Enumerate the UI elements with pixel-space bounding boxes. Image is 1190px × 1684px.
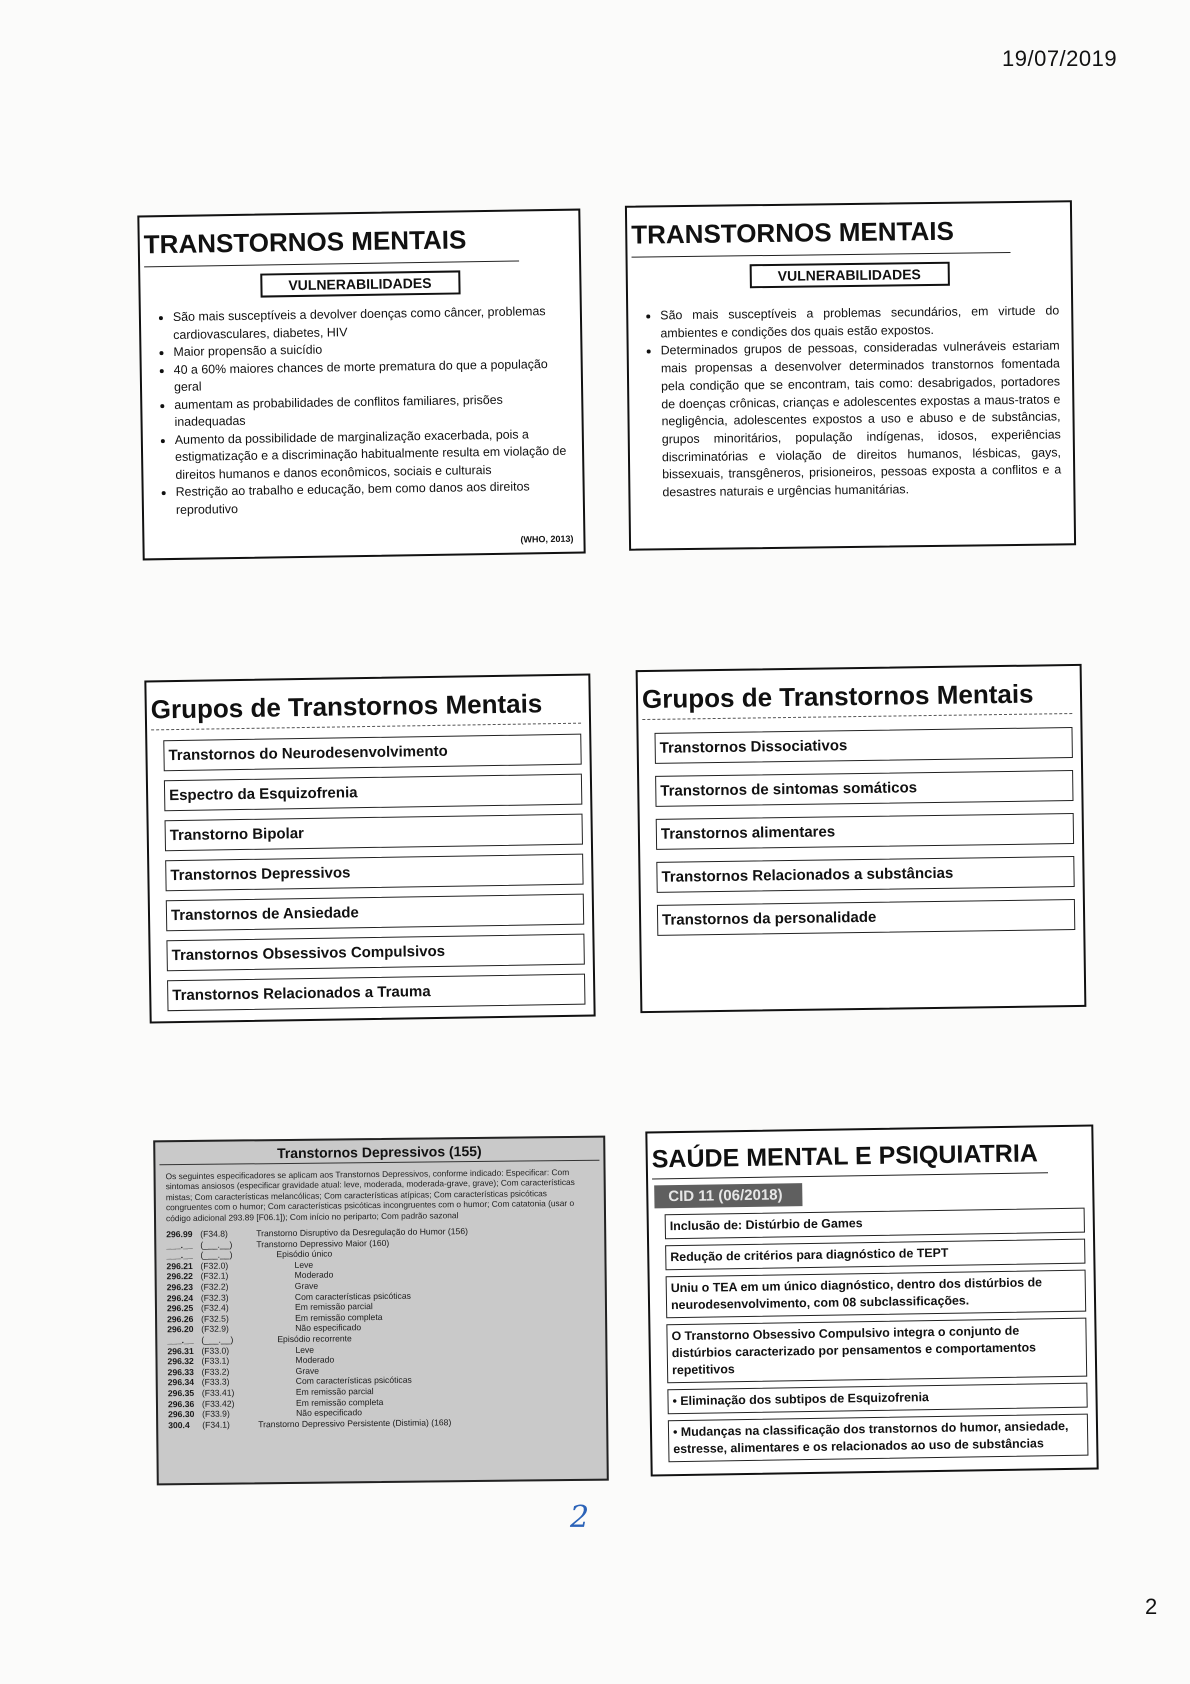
title-divider: [144, 261, 519, 268]
dsm-code-cell: 300.4: [168, 1419, 190, 1430]
diagnosis-cell: Leve: [295, 1344, 315, 1355]
icd-code-cell: (F33.9): [202, 1408, 230, 1420]
slide-grupos-2: [636, 664, 1087, 1013]
diagnosis-cell: Em remissão completa: [295, 1396, 384, 1408]
handwritten-mark: 2: [570, 1500, 590, 1535]
icd-code-cell: (F33.1): [201, 1355, 230, 1367]
diagnosis-cell: Leve: [294, 1259, 314, 1270]
bullet-item: • Restrição ao trabalho e educação, bem como danos aos direitos reprodutivo: [176, 478, 572, 519]
bullet-item: • Aumento da possibilidade de marginalização exacerbada, pois a estigmatização e a discriminação habitualmente resulta em violação de direitos humanos e danos econômicos, sociais e culturais: [175, 425, 571, 484]
cid-change-item: O Transtorno Obsessivo Compulsivo integra o conjunto de distúrbios caracterizado por pensamentos e comportamentos repetitivos: [666, 1318, 1087, 1384]
icd-code-cell: (F33.0): [201, 1345, 230, 1356]
dsm-code-cell: 296.26: [167, 1313, 194, 1325]
group-item: Transtornos Dissociativos: [655, 727, 1073, 764]
group-item: Transtornos de sintomas somáticos: [655, 770, 1073, 807]
slide-title: Grupos de Transtornos Mentais: [641, 678, 1034, 715]
diagnosis-cell: Transtorno Depressivo Maior (160): [256, 1237, 390, 1249]
icd-code-cell: (F32.1): [200, 1271, 229, 1282]
page-number: 2: [1145, 1594, 1158, 1619]
icd-code-cell: (F32.2): [200, 1281, 229, 1292]
diagnosis-cell: Episódio recorrente: [277, 1333, 352, 1345]
diagnosis-cell: Em remissão parcial: [294, 1301, 373, 1313]
citation: (WHO, 2013): [520, 533, 574, 545]
diagnosis-cell: Episódio único: [276, 1248, 333, 1260]
group-item: Transtornos da personalidade: [657, 899, 1075, 936]
slide-grupos-1: [144, 674, 595, 1024]
diagnosis-cell: Em remissão completa: [295, 1311, 383, 1323]
group-item: Transtornos do Neurodesenvolvimento: [163, 734, 581, 772]
diagnosis-cell: Em remissão parcial: [295, 1386, 374, 1397]
slide-title: TRANSTORNOS MENTAIS: [631, 215, 955, 250]
bullet-item: • São mais susceptíveis a problemas secundários, em virtude do ambientes e condições dos quais estão expostos.: [660, 302, 1059, 342]
icd-code-cell: (___.__): [201, 1334, 234, 1345]
group-item: Espectro da Esquizofrenia: [164, 774, 582, 812]
dsm-code-cell: ___.__: [167, 1334, 194, 1346]
slide-vulnerabilidades-1: [137, 209, 585, 561]
cid-change-item: Inclusão de: Distúrbio de Games: [665, 1208, 1085, 1240]
diagnosis-cell: Com características psicóticas: [295, 1375, 412, 1387]
slide-title: Transtornos Depressivos (155): [276, 1142, 482, 1162]
diagnosis-cell: Transtorno Depressivo Persistente (Distimia) (168): [258, 1416, 452, 1430]
dsm-code-cell: 296.30: [168, 1409, 195, 1420]
dsm-code-cell: 296.21: [166, 1260, 193, 1272]
group-item: Transtornos Depressivos: [165, 854, 583, 892]
bullet-item: • Maior propensão a suicídio: [173, 338, 568, 362]
diagnosis-cell: Não especificado: [295, 1322, 362, 1334]
dsm-code-cell: 296.33: [167, 1366, 194, 1377]
slide-title: Grupos de Transtornos Mentais: [150, 688, 543, 725]
group-item: Transtornos de Ansiedade: [166, 894, 584, 932]
bullet-item: • Determinados grupos de pessoas, consideradas vulneráveis estariam mais propensas a desenvolver determinados transtornos fomentada pela condição que se encontram, tais como: desabrigados, portadores de doenças crônicas, crianças e adolescentes expostas a maus-tratos e negligência, adolescentes expostos a uso e abuso e de substâncias, grupos minoritários, população indígenas, idosos, experiências discriminatórias e violação de direitos humanos, lésbicas, gays, bissexuais, transgêneros, prisioneiros, pessoas exposta a conflitos e a desastres naturais e urgências humanitárias.: [661, 338, 1062, 502]
dsm-code-cell: ___.__: [166, 1239, 193, 1250]
dsm-code-cell: 296.99: [166, 1229, 193, 1240]
diagnosis-cell: Transtorno Disruptivo da Desregulação do Humor (156): [256, 1226, 468, 1239]
group-item: Transtornos alimentares: [656, 813, 1074, 850]
dsm-code-cell: 296.34: [167, 1377, 195, 1388]
icd-code-cell: (F34.1): [202, 1419, 230, 1430]
cid-change-item: Redução de critérios para diagnóstico de TEPT: [665, 1239, 1085, 1271]
icd-code-cell: (F32.3): [200, 1292, 229, 1303]
bullet-item: • São mais susceptíveis a devolver doenças como câncer, problemas cardiovasculares, diabetes, HIV: [173, 303, 569, 344]
diagnosis-cell: Moderado: [295, 1354, 335, 1366]
slide-saude-mental: [645, 1125, 1098, 1477]
icd-code-cell: (F32.9): [201, 1323, 229, 1335]
slide-subtitle-box: VULNERABILIDADES: [749, 262, 949, 288]
slide-subtitle-box: VULNERABILIDADES: [260, 270, 460, 297]
dsm-code-cell: 296.25: [166, 1303, 194, 1314]
icd-code-cell: (F32.4): [200, 1302, 229, 1314]
bullet-item: • 40 a 60% maiores chances de morte prematura do que a população geral: [174, 355, 570, 396]
diagnosis-cell: Moderado: [294, 1269, 334, 1281]
dsm-code-cell: 296.24: [166, 1292, 194, 1303]
icd-code-cell: (F34.8): [200, 1228, 228, 1239]
page-date: 19/07/2019: [1002, 46, 1118, 71]
dsm-code-cell: 296.35: [167, 1387, 195, 1399]
cid-change-item: • Eliminação dos subtipos de Esquizofrenia: [667, 1383, 1087, 1415]
dsm-code-cell: 296.23: [166, 1281, 194, 1293]
diagnosis-cell: Grave: [294, 1280, 319, 1291]
slide-transtornos-depressivos-scan: [153, 1136, 609, 1486]
cid-change-item: Uniu o TEA em um único diagnóstico, dentro dos distúrbios de neurodesenvolvimento, com 08 subclassificações.: [666, 1270, 1087, 1319]
icd-code-cell: (F32.0): [200, 1260, 229, 1271]
diagnosis-cell: Não especificado: [296, 1407, 363, 1419]
slide-vulnerabilidades-2: [625, 200, 1076, 550]
slide-title: SAÚDE MENTAL E PSIQUIATRIA: [651, 1139, 1039, 1174]
dsm-code-cell: ___.__: [166, 1250, 193, 1261]
group-item: Transtorno Bipolar: [165, 814, 583, 852]
slide-title: TRANSTORNOS MENTAIS: [143, 224, 467, 260]
icd-code-cell: (___.__): [200, 1249, 233, 1261]
icd-code-cell: (F33.3): [201, 1376, 230, 1388]
group-item: Transtornos Obsessivos Compulsivos: [166, 934, 584, 972]
icd-code-cell: (F33.41): [201, 1387, 235, 1398]
icd-code-cell: (___.__): [200, 1239, 233, 1250]
icd-code-cell: (F33.42): [201, 1398, 235, 1409]
icd-code-cell: (F32.5): [201, 1313, 229, 1324]
group-item: Transtornos Relacionados a substâncias: [656, 856, 1074, 893]
cid-badge: CID 11 (06/2018): [654, 1183, 803, 1208]
title-divider: [632, 252, 1011, 258]
bullet-item: • aumentam as probabilidades de conflitos familiares, prisões inadequadas: [174, 390, 570, 431]
title-divider: [642, 713, 1072, 721]
dsm-code-cell: 296.20: [167, 1324, 194, 1335]
dsm-code-cell: 296.32: [167, 1356, 194, 1367]
dsm-code-cell: 296.31: [167, 1345, 194, 1356]
group-item: Transtornos Relacionados a Trauma: [167, 974, 585, 1012]
dsm-code-cell: 296.36: [167, 1398, 195, 1409]
cid-change-item: • Mudanças na classificação dos transtornos do humor, ansiedade, estresse, alimentares e os relacionados ao uso de substâncias: [668, 1414, 1089, 1463]
diagnosis-cell: Com características psicóticas: [294, 1290, 411, 1302]
specifiers-paragraph: Os seguintes especificadores se aplicam aos Transtornos Depressivos, conforme indicado: Especificar: Com sintomas ansiosos (especificar gravidade atual: leve, moderada, moderada-grave, grave); Com características mistas; Com características melancólicas; Com características atípicas; Com características psicóticas congruentes com o humor; Com características psicóticas incongruentes com o humor; Com catatonia (usar o código adicional 293.89 [F06.1]); Com início no periparto; Com padrão sazonal: [165, 1167, 575, 1223]
diagnosis-cell: Grave: [295, 1365, 320, 1376]
icd-code-cell: (F33.2): [201, 1366, 230, 1377]
bullet-list: [644, 302, 1061, 502]
bullet-list: [157, 303, 571, 519]
diagnosis-code-table: [166, 1226, 470, 1430]
table-row: [168, 1417, 470, 1431]
dsm-code-cell: 296.22: [166, 1271, 193, 1282]
